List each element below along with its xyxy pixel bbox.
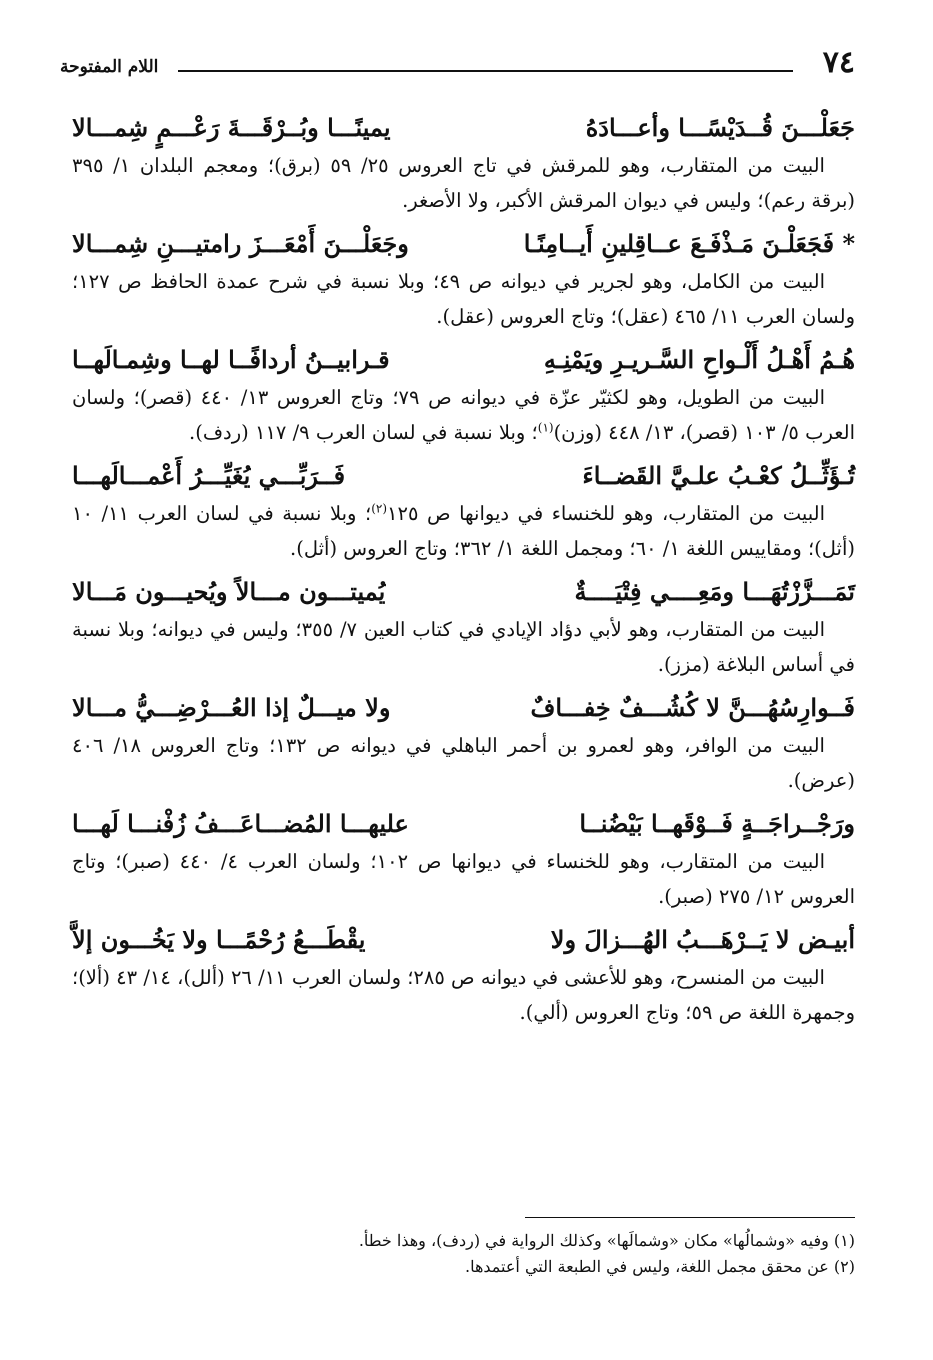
verse-second-hemistich: ولا ميـــلٌ إذا العُـــرْضِـــيُّ مـــالا <box>72 693 391 722</box>
verse-note-text: ؛ وبلا نسبة في لسان العرب ١١/ ١٠ (أثل)؛ ومقاييس اللغة ١/ ٦٠؛ ومجمل اللغة ١/ ٣٦٢؛ وتاج العروس (أثل). <box>72 502 855 560</box>
verse-first-hemistich: ورَجْــراجَــةٍ فَــوْقَهــا بَيْضُنــا <box>579 809 855 838</box>
verse-first-hemistich: تُـؤَثِّــلُ كعْـبُ علـيَّ القَضــاءَ <box>582 461 855 490</box>
verse-line <box>72 804 855 844</box>
verse-note <box>72 380 855 450</box>
entry <box>72 804 855 914</box>
verse-note-text: ؛ وبلا نسبة في لسان العرب ٩/ ١١٧ (ردف). <box>189 421 538 444</box>
verse-note: البيت من الوافر، وهو لعمرو بن أحمر الباهلي في ديوانه ص ١٣٢؛ وتاج العروس ١٨/ ٤٠٦ (عرض). <box>72 734 855 792</box>
verse-note: البيت من المنسرح، وهو للأعشى في ديوانه ص ٢٨٥؛ ولسان العرب ١١/ ٢٦ (ألل)، ١٤/ ٤٣ (ألا)؛ وجمهرة اللغة ص ٥٩؛ وتاج العروس (ألي). <box>72 966 855 1024</box>
verse-second-hemistich: قـرابيــنُ أردافًــا لهــا وشِمـالَهــا <box>72 345 390 374</box>
verse-first-hemistich: فَــوارِسُهُـــنَّ لا كُشُـــفٌ خِفـــافٌ <box>530 693 855 722</box>
verse-first-hemistich: تَمَـــزَّزْتُهَـــا ومَعِــــي فِتْيَــــةٌ <box>574 577 855 606</box>
verse-note: البيت من المتقارب، وهو للمرقش في تاج العروس ٢٥/ ٥٩ (برق)؛ ومعجم البلدان ١/ ٣٩٥ (برقة رعم)؛ وليس في ديوان المرقش الأكبر، ولا الأصغر. <box>72 154 855 212</box>
header-rule <box>178 70 793 72</box>
page-number: ٧٤ <box>822 45 855 80</box>
verse-note: البيت من الكامل، وهو لجرير في ديوانه ص ٤٩؛ وبلا نسبة في شرح عمدة الحافظ ص ١٢٧؛ ولسان العرب ١١/ ٤٦٥ (عقل)؛ وتاج العروس (عقل). <box>72 270 855 328</box>
verse-first-hemistich: * فَجَعَلْـنَ مَـذْفَـعَ عــاقِلينِ أَيــامِنًـا <box>523 229 855 258</box>
footnotes <box>72 1217 855 1280</box>
page-header <box>60 42 855 84</box>
footnote-rule <box>525 1217 855 1218</box>
verse-note: البيت من المتقارب، وهو للخنساء في ديوانها ص ١٠٢؛ ولسان العرب ٤/ ٤٤٠ (صبر)؛ وتاج العروس ١٢/ ٢٧٥ (صبر). <box>72 850 855 908</box>
entry <box>72 572 855 682</box>
verse-note-text: البيت من الطويل، وهو لكثيّر عزّة في ديوانه ص ٧٩؛ وتاج العروس ١٣/ ٤٤٠ (قصر)؛ ولسان العرب ٥/ ١٠٣ (قصر)، ١٣/ ٤٤٨ (وزن) <box>72 386 855 444</box>
entry <box>72 920 855 1030</box>
verse-line <box>72 920 855 960</box>
entry <box>72 224 855 334</box>
verse-note: البيت من المتقارب، وهو لأبي دؤاد الإيادي في كتاب العين ٧/ ٣٥٥؛ وليس في ديوانه؛ وبلا نسبة في أساس البلاغة (مزز). <box>72 618 855 676</box>
entry <box>72 456 855 566</box>
verse-line <box>72 108 855 148</box>
verse-second-hemistich: وجَعَلْـــنَ أَمْعَـــزَ رامتيـــنِ شِمـــالا <box>72 229 409 258</box>
verse-line <box>72 572 855 612</box>
verse-line <box>72 688 855 728</box>
verse-first-hemistich: هُـمُ أَهْـلُ أَلْـواحِ السَّـريـرِ ويَمْنِـهِ <box>543 345 855 374</box>
entry <box>72 688 855 798</box>
verse-first-hemistich: جَعَلْـــنَ قُــدَيْسًـــا وأعـــادَهُ <box>585 113 855 142</box>
entry <box>72 108 855 218</box>
verse-second-hemistich: يُميتـــون مـــالاً ويُحيـــون مَـــالا <box>72 577 386 606</box>
footnote-ref: (١) <box>537 420 554 435</box>
footnote: (١) وفيه «وشمالُها» مكان «وشمالَها» وكذلك الرواية في (ردف)، وهذا خطأ. <box>358 1231 855 1250</box>
verse-line <box>72 224 855 264</box>
footnote: (٢) عن محقق مجمل اللغة، وليس في الطبعة التي أعتمدها. <box>465 1257 855 1276</box>
verse-first-hemistich: أبيـض لا يَــرْهَـــبُ الهُـــزالَ ولا <box>550 925 855 954</box>
verse-line <box>72 456 855 496</box>
verse-second-hemistich: عليهـــا المُضـــاعَـــفُ زُفْنـــا لَهـــا <box>72 809 409 838</box>
footnote-ref: (٢) <box>371 501 388 516</box>
verse-second-hemistich: فَــرَبِّـــي يُغَيِّـــرُ أَعْمـــالَهـــا <box>72 461 346 490</box>
verse-note-text: البيت من المتقارب، وهو للخنساء في ديوانها ص ١٢٥ <box>387 502 825 525</box>
verse-second-hemistich: يمينًـــا وبُــرْقَـــةَ رَعْـــمٍ شِمـــالا <box>72 113 391 142</box>
verse-line <box>72 340 855 380</box>
page-body <box>72 108 855 1036</box>
running-title: اللام المفتوحة <box>60 57 159 77</box>
entry <box>72 340 855 450</box>
verse-second-hemistich: يقْطَـــعُ رُحْمًـــا ولا يَخُـــون إلاَّ <box>72 925 366 954</box>
verse-note <box>72 496 855 566</box>
